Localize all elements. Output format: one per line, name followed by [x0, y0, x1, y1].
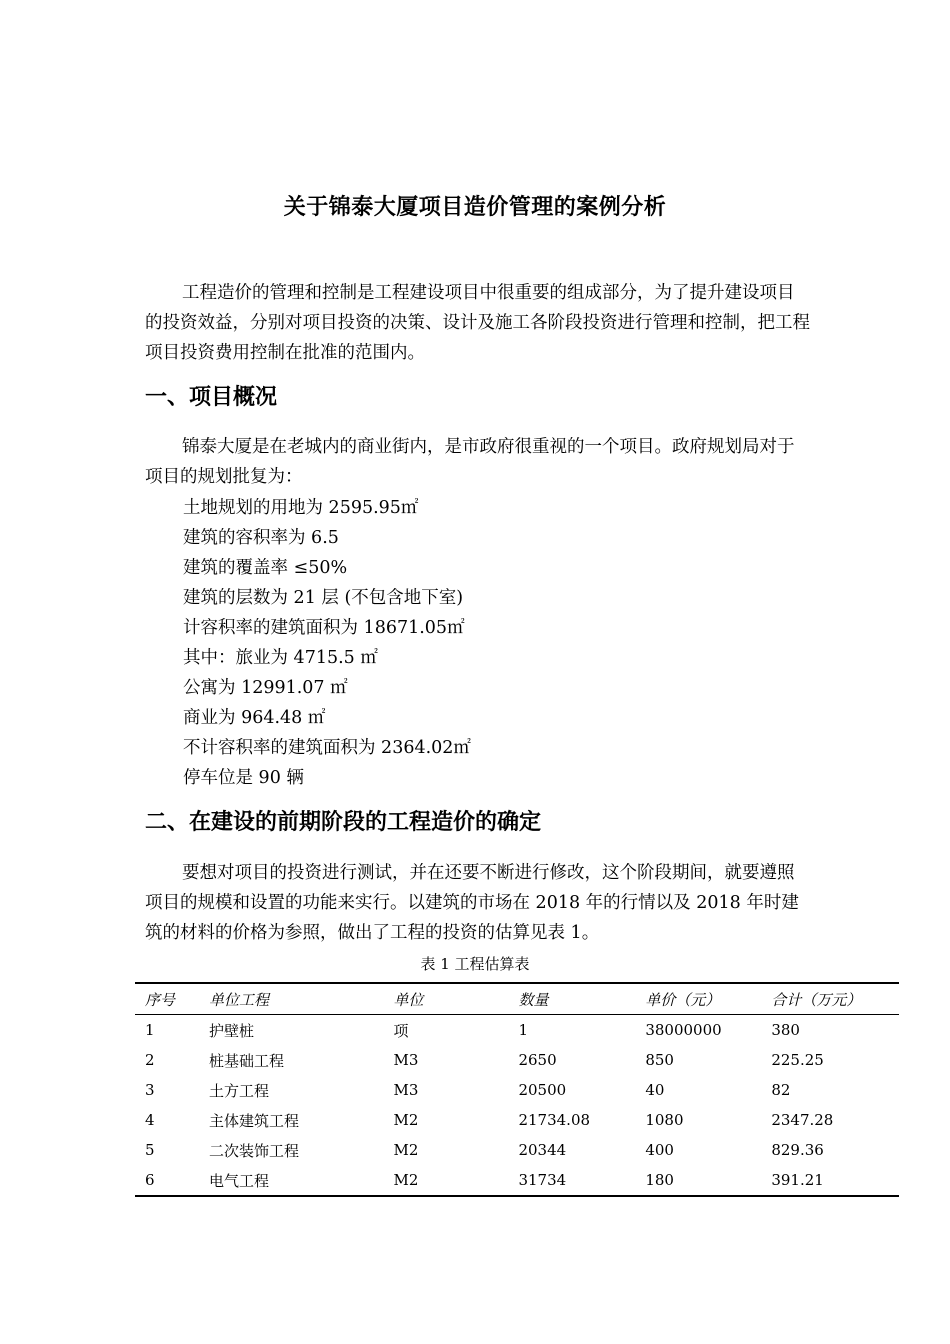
table-cell: 180 — [645, 1165, 771, 1196]
spec-item: 计容积率的建筑面积为 18671.05㎡ — [183, 618, 465, 638]
section-2-paragraph: 要想对项目的投资进行测试，并在还要不断进行修改，这个阶段期间，就要遵照项目的规模和设置的功能来实行。以建筑的市场在 2018 年的行情以及 2018 年时建筑的材料的价格为参照，做出了工程的投资的估算见表 1。 — [145, 863, 799, 943]
spec-item: 其中：旅业为 4715.5 ㎡ — [183, 648, 378, 668]
spec-item: 公寓为 12991.07 ㎡ — [183, 678, 348, 698]
table-cell: 土方工程 — [208, 1081, 269, 1100]
table-cell: M2 — [393, 1111, 419, 1129]
table-cell: 主体建筑工程 — [208, 1111, 299, 1130]
table-cell: 1 — [518, 1021, 529, 1039]
table-cell: 829.36 — [771, 1141, 824, 1159]
estimate-table — [135, 982, 899, 1197]
table-cell: 20500 — [518, 1081, 567, 1099]
table-cell: 1080 — [645, 1111, 684, 1129]
table-cell: 二次装饰工程 — [208, 1141, 299, 1160]
table-cell: 31734 — [518, 1165, 645, 1196]
table-row — [135, 1045, 899, 1075]
table-cell: 桩基础工程 — [208, 1051, 284, 1070]
table-row — [135, 1165, 899, 1196]
intro-paragraph: 工程造价的管理和控制是工程建设项目中很重要的组成部分，为了提升建设项目的投资效益，分别对项目投资的决策、设计及施工各阶段投资进行管理和控制，把工程项目投资费用控制在批准的范围内。 — [145, 283, 810, 363]
column-header: 合计（万元） — [771, 983, 899, 1015]
table-cell: 3 — [145, 1081, 155, 1099]
table-header-row — [135, 983, 899, 1015]
section-2-heading: 二、在建设的前期阶段的工程造价的确定 — [145, 810, 542, 835]
table-cell: 项 — [393, 1021, 409, 1040]
table-cell: M2 — [394, 1165, 519, 1196]
section-1-paragraph: 锦泰大厦是在老城内的商业街内，是市政府很重视的一个项目。政府规划局对于项目的规划批复为： — [145, 437, 795, 487]
spec-item: 商业为 964.48 ㎡ — [183, 708, 326, 728]
table-cell: 82 — [771, 1081, 791, 1099]
table-cell: M2 — [393, 1141, 419, 1159]
column-header: 数量 — [518, 983, 645, 1015]
table-cell: 2 — [145, 1051, 155, 1069]
table-cell: 391.21 — [771, 1165, 899, 1196]
spec-item: 土地规划的用地为 2595.95㎡ — [183, 498, 419, 518]
table-cell: M3 — [393, 1081, 419, 1099]
table-cell: 电气工程 — [209, 1165, 394, 1196]
column-header: 序号 — [135, 983, 209, 1015]
spec-item: 建筑的层数为 21 层 (不包含地下室) — [183, 588, 464, 608]
table-row — [135, 1135, 899, 1165]
section-1-heading: 一、项目概况 — [145, 385, 278, 410]
table-cell: 4 — [145, 1111, 155, 1129]
spec-item: 建筑的覆盖率 ≤50% — [183, 558, 348, 578]
table-cell: 400 — [645, 1141, 674, 1159]
table-cell: M3 — [393, 1051, 419, 1069]
table-cell: 2347.28 — [771, 1111, 834, 1129]
column-header: 单位工程 — [209, 983, 394, 1015]
table-cell: 20344 — [518, 1141, 567, 1159]
table-cell: 6 — [135, 1165, 209, 1196]
table-row — [135, 1075, 899, 1105]
table-cell: 2650 — [518, 1051, 557, 1069]
table-cell: 1 — [145, 1021, 155, 1039]
column-header: 单位 — [394, 983, 519, 1015]
document-title: 关于锦泰大厦项目造价管理的案例分析 — [283, 195, 667, 220]
table-cell: 225.25 — [771, 1051, 824, 1069]
column-header: 单价（元） — [645, 983, 771, 1015]
table-caption: 表 1 工程估算表 — [420, 955, 530, 973]
table-row — [135, 1105, 899, 1135]
table-cell: 40 — [645, 1081, 665, 1099]
table-cell: 850 — [645, 1051, 674, 1069]
table-cell: 380 — [771, 1021, 800, 1039]
table-cell: 38000000 — [645, 1021, 722, 1039]
table-cell: 护壁桩 — [208, 1021, 254, 1040]
table-cell: 21734.08 — [518, 1111, 591, 1129]
spec-item: 不计容积率的建筑面积为 2364.02㎡ — [183, 738, 471, 758]
table-row — [135, 1015, 899, 1046]
spec-item: 停车位是 90 辆 — [183, 768, 304, 788]
table-cell: 5 — [145, 1141, 155, 1159]
spec-item: 建筑的容积率为 6.5 — [183, 528, 339, 548]
